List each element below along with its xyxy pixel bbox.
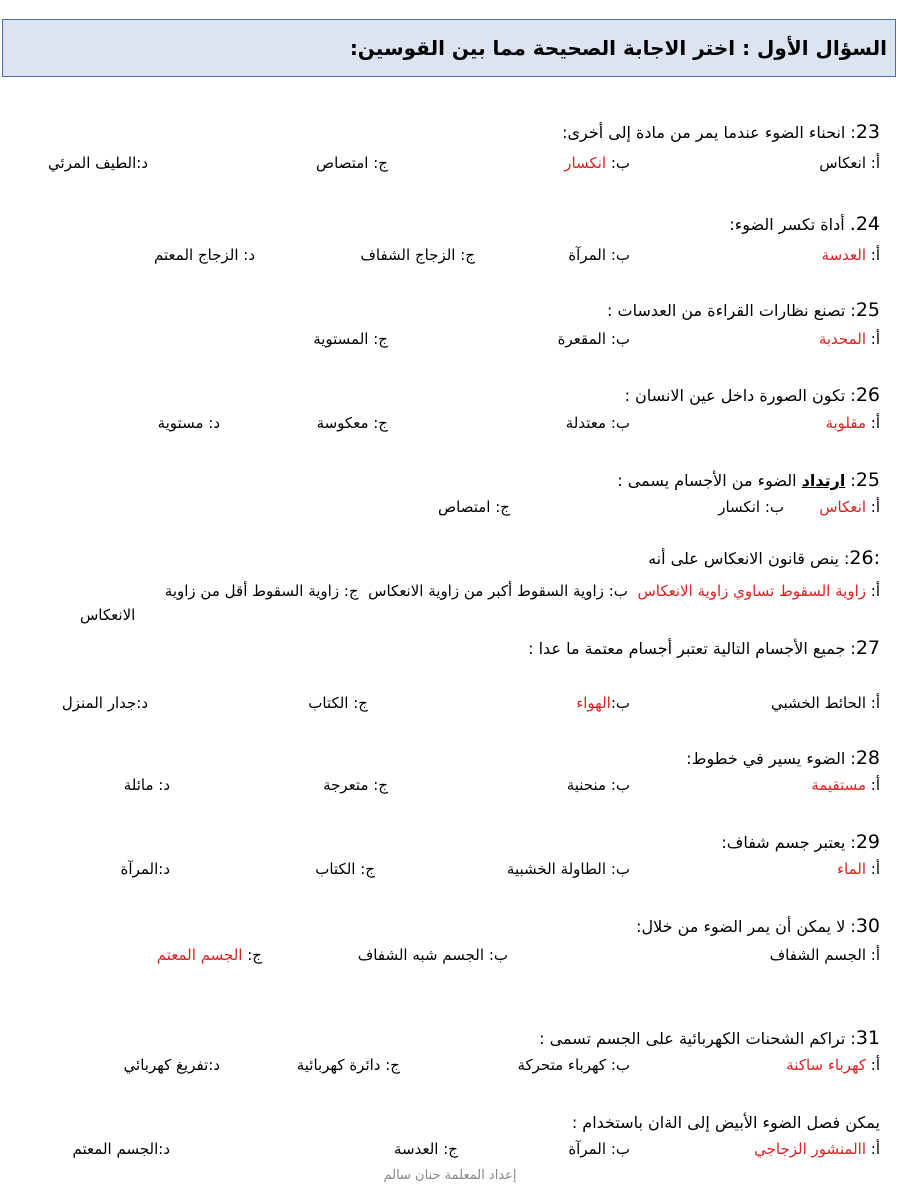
option-a[interactable]: أ: كهرباء ساكنة <box>786 1056 880 1074</box>
option-d[interactable]: د:الجسم المعتم <box>72 1140 170 1158</box>
question-number: 26 <box>855 384 880 406</box>
option-a[interactable]: أ: انعكاس <box>819 498 880 516</box>
question-text: : يعتبر جسم شفاف: <box>721 833 856 852</box>
question-28 <box>686 748 880 769</box>
question-number: 30 <box>855 915 880 937</box>
question-23 <box>562 122 880 143</box>
question-25 <box>607 300 880 321</box>
option-a[interactable]: أ: مقلوبة <box>825 414 880 432</box>
option-c[interactable]: ج: الكتاب <box>308 694 368 712</box>
option-b[interactable]: ب: انكسار <box>564 154 630 172</box>
question-text: : تكون الصورة داخل عين الانسان : <box>624 386 856 405</box>
option-b[interactable]: ب: معتدلة <box>565 414 630 432</box>
question-26b <box>648 548 880 569</box>
question-25b: 25: ارتداد الضوء من الأجسام يسمى : <box>617 469 880 491</box>
question-29 <box>721 832 880 853</box>
options-28 <box>20 776 880 798</box>
question-number: 23 <box>855 121 880 143</box>
option-a[interactable]: أ: العدسة <box>821 246 880 264</box>
options-31 <box>20 1056 880 1078</box>
option-b[interactable]: ب:الهواء <box>576 694 630 712</box>
option-c[interactable]: ج: معكوسة <box>316 414 388 432</box>
options-24 <box>20 246 880 268</box>
option-a[interactable]: أ: الحائط الخشبي <box>770 694 880 712</box>
option-c-continued: الانعكاس <box>80 606 136 624</box>
question-text: الضوء من الأجسام يسمى : <box>617 471 802 490</box>
options-25 <box>20 330 880 352</box>
option-d[interactable]: د: مائلة <box>123 776 170 794</box>
option-d[interactable]: د:جدار المنزل <box>61 694 148 712</box>
options-30 <box>20 946 880 968</box>
question-number: :26 <box>849 547 880 569</box>
question-number: 31 <box>855 1027 880 1049</box>
options-26 <box>20 414 880 436</box>
options-26b <box>20 580 880 628</box>
option-c[interactable]: ج: امتصاص <box>438 498 510 516</box>
question-number: 29 <box>855 831 880 853</box>
question-number: 28 <box>855 747 880 769</box>
question-number: 25 <box>855 299 880 321</box>
option-a[interactable]: أ: مستقيمة <box>811 776 880 794</box>
option-d[interactable]: د:الطيف المرئي <box>48 154 148 172</box>
option-c[interactable]: ج: زاوية السقوط أقل من زاوية <box>164 582 359 600</box>
option-b[interactable]: ب: المقعرة <box>557 330 630 348</box>
question-text: : تراكم الشحنات الكهربائية على الجسم تسمى : <box>539 1029 856 1048</box>
option-b[interactable]: ب: منحنية <box>566 776 630 794</box>
option-a[interactable]: أ: الجسم الشفاف <box>769 946 880 964</box>
option-c[interactable]: ج: المستوية <box>313 330 388 348</box>
question-text: : ينص قانون الانعكاس على أنه <box>648 549 850 568</box>
question-text: أداة تكسر الضوء: <box>729 215 850 234</box>
option-b[interactable]: ب: المرآة <box>568 246 630 264</box>
option-c[interactable]: ج: دائرة كهربائية <box>296 1056 400 1074</box>
question-30 <box>636 916 880 937</box>
option-c[interactable]: ج: الكتاب <box>315 860 375 878</box>
options-23 <box>20 154 880 176</box>
question-text: : انحناء الضوء عندما يمر من مادة إلى أخرى: <box>562 123 856 142</box>
question-24 <box>729 214 880 235</box>
option-c[interactable]: ج: العدسة <box>394 1140 458 1158</box>
option-d[interactable]: د:تفريغ كهربائي <box>123 1056 220 1074</box>
question-27 <box>528 638 880 659</box>
option-b[interactable]: ب: انكسار <box>718 498 784 516</box>
options-27 <box>20 694 880 716</box>
section-header <box>2 19 896 77</box>
question-dispersion <box>572 1112 880 1133</box>
option-b[interactable]: ب: المرآة <box>568 1140 630 1158</box>
option-a[interactable]: أ: المحدبة <box>818 330 880 348</box>
question-number: 25 <box>855 469 880 491</box>
option-a[interactable]: أ: االمنشور الزجاجي <box>754 1140 880 1158</box>
option-b[interactable]: ب: الجسم شبه الشفاف <box>357 946 508 964</box>
option-d[interactable]: د: مستوية <box>157 414 220 432</box>
question-text: : الضوء يسير في خطوط: <box>686 749 856 768</box>
question-text: : تصنع نظارات القراءة من العدسات : <box>607 301 856 320</box>
option-b[interactable]: ب: كهرباء متحركة <box>517 1056 630 1074</box>
author-footer: إعداد المعلمة حنان سالم <box>383 1168 517 1183</box>
question-number: 27 <box>855 637 880 659</box>
option-c[interactable]: ج: الجسم المعتم <box>156 946 262 964</box>
option-c[interactable]: ج: متعرجة <box>323 776 388 794</box>
option-d[interactable]: د: الزجاج المعتم <box>154 246 255 264</box>
underlined-word: ارتداد <box>801 471 846 490</box>
question-text: يمكن فصل الضوء الأبيض إلى الةان باستخدام : <box>571 1113 880 1132</box>
option-b[interactable]: ب: الطاولة الخشبية <box>506 860 630 878</box>
option-a[interactable]: أ: انعكاس <box>819 154 880 172</box>
question-31 <box>539 1028 880 1049</box>
option-c[interactable]: ج: الزجاج الشفاف <box>360 246 475 264</box>
option-a[interactable]: أ: الماء <box>836 860 880 878</box>
question-text: : جميع الأجسام التالية تعتبر أجسام معتمة ما عدا : <box>528 639 856 658</box>
option-a[interactable]: أ: زاوية السقوط تساوي زاوية الانعكاس <box>637 582 880 600</box>
option-c[interactable]: ج: امتصاص <box>316 154 388 172</box>
options-29 <box>20 860 880 882</box>
question-text: : لا يمكن أن يمر الضوء من خلال: <box>636 917 856 936</box>
options-25b <box>20 498 880 520</box>
question-26 <box>625 385 880 406</box>
question-number: 24. <box>849 213 880 235</box>
section-title: السؤال الأول : اختر الاجابة الصحيحة مما بين القوسين: <box>349 36 887 60</box>
option-b[interactable]: ب: زاوية السقوط أكبر من زاوية الانعكاس <box>368 582 628 600</box>
option-d[interactable]: د:المرآة <box>120 860 170 878</box>
options-dispersion <box>20 1140 880 1162</box>
